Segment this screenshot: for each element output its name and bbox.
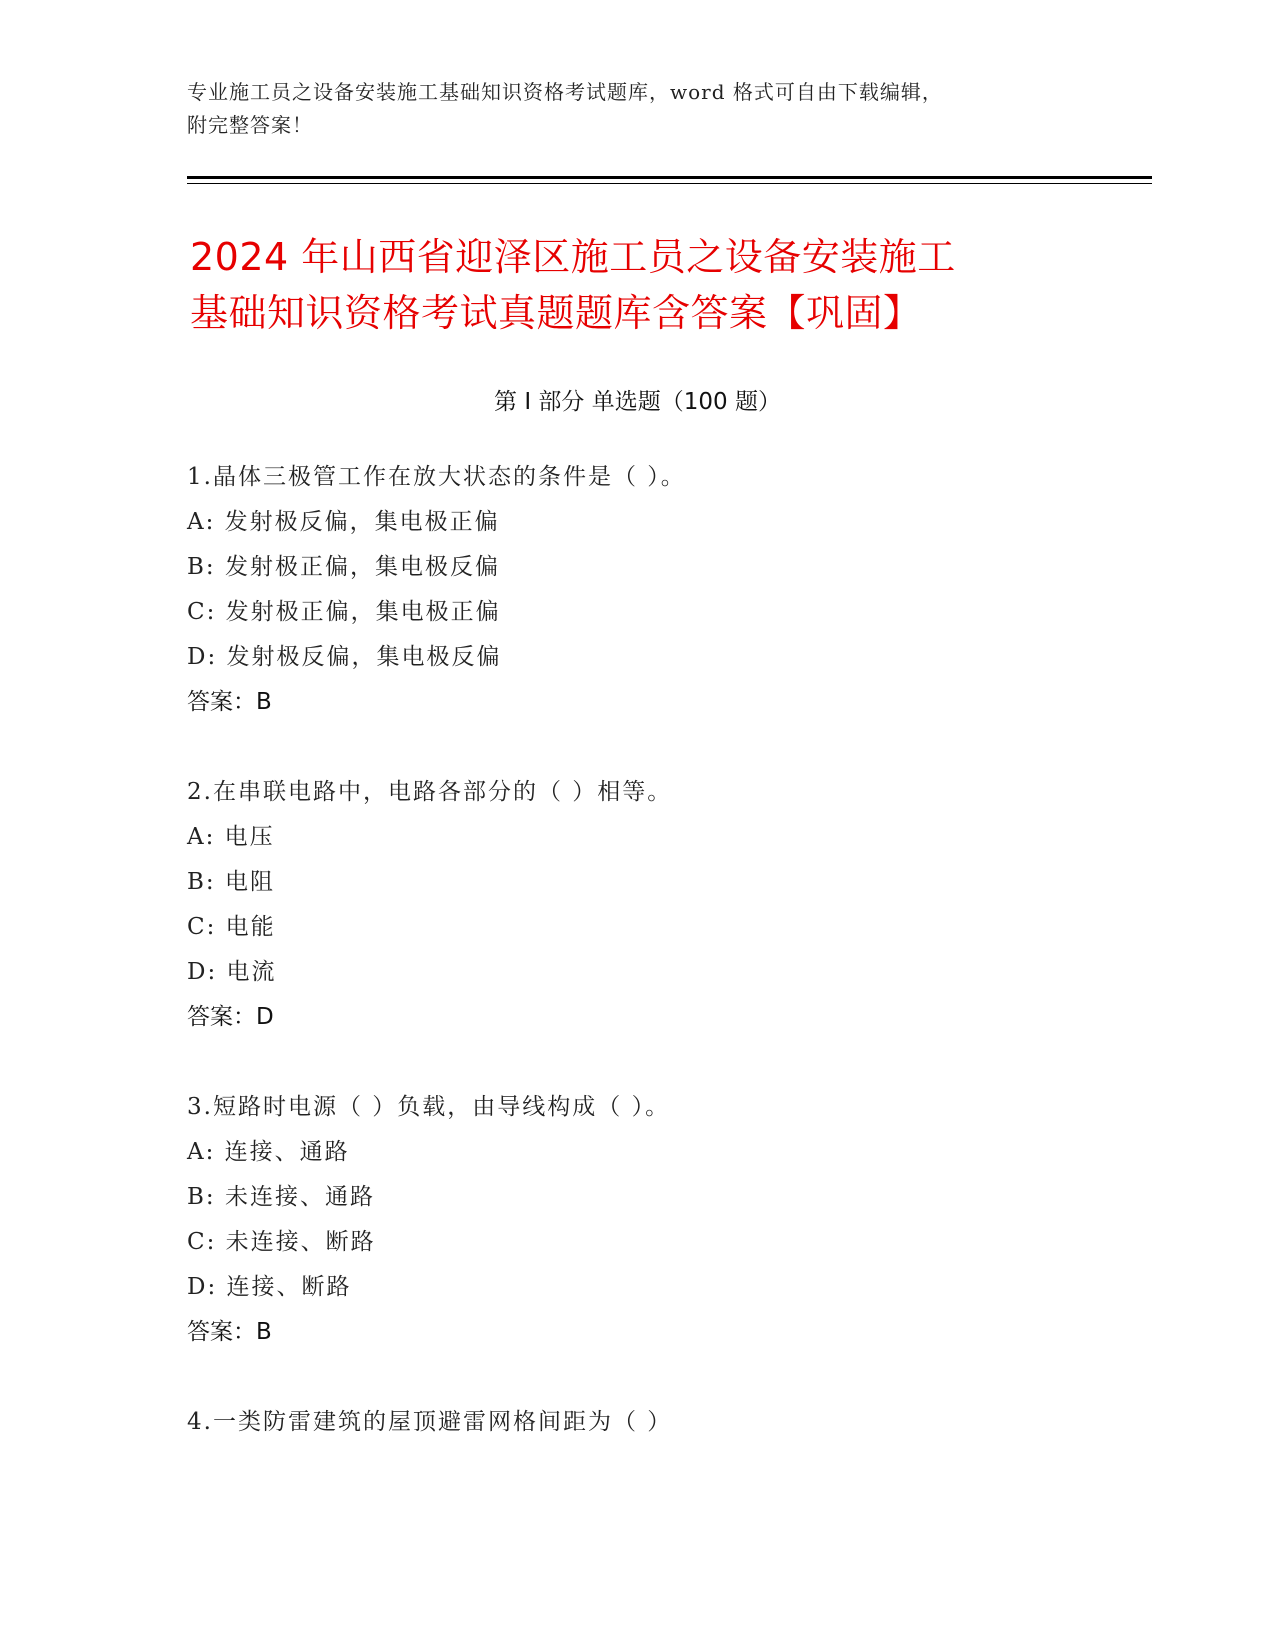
option-a: A: 电压	[187, 824, 275, 850]
question-stem: 2.在串联电路中，电路各部分的（ ）相等。	[187, 779, 673, 805]
header-divider-thick	[187, 176, 1152, 179]
question-stem: 4.一类防雷建筑的屋顶避雷网格间距为（ ）	[187, 1409, 673, 1435]
question-block-3	[187, 1085, 1147, 1355]
header-divider-thin	[187, 183, 1152, 184]
question-block-2	[187, 770, 1147, 1040]
option-b: B: 未连接、通路	[187, 1184, 375, 1210]
header-note-line-2: 附完整答案！	[187, 113, 313, 137]
option-d: D: 连接、断路	[187, 1274, 352, 1300]
option-a: A: 连接、通路	[187, 1139, 350, 1165]
document-title-line-2: 基础知识资格考试真题题库含答案【巩固】	[190, 291, 922, 335]
question-stem: 1.晶体三极管工作在放大状态的条件是（ ）。	[187, 464, 686, 490]
option-b: B: 发射极正偏，集电极反偏	[187, 554, 500, 580]
answer: 答案：B	[187, 689, 272, 715]
question-block-1	[187, 455, 1147, 725]
option-c: C: 发射极正偏，集电极正偏	[187, 599, 501, 625]
answer: 答案：B	[187, 1319, 272, 1345]
document-title	[190, 229, 1110, 341]
option-c: C: 电能	[187, 914, 276, 940]
option-d: D: 发射极反偏，集电极反偏	[187, 644, 502, 670]
option-b: B: 电阻	[187, 869, 275, 895]
question-block-4	[187, 1400, 1147, 1445]
answer: 答案：D	[187, 1004, 274, 1030]
document-title-line-1: 2024 年山西省迎泽区施工员之设备安装施工	[190, 235, 956, 279]
header-note-line-1: 专业施工员之设备安装施工基础知识资格考试题库，word 格式可自由下载编辑，	[187, 80, 943, 104]
option-c: C: 未连接、断路	[187, 1229, 376, 1255]
question-stem: 3.短路时电源（ ）负载，由导线构成（ ）。	[187, 1094, 671, 1120]
section-heading: 第 I 部分 单选题（100 题）	[494, 389, 781, 415]
option-a: A: 发射极反偏，集电极正偏	[187, 509, 500, 535]
option-d: D: 电流	[187, 959, 277, 985]
header-note	[187, 76, 1087, 142]
